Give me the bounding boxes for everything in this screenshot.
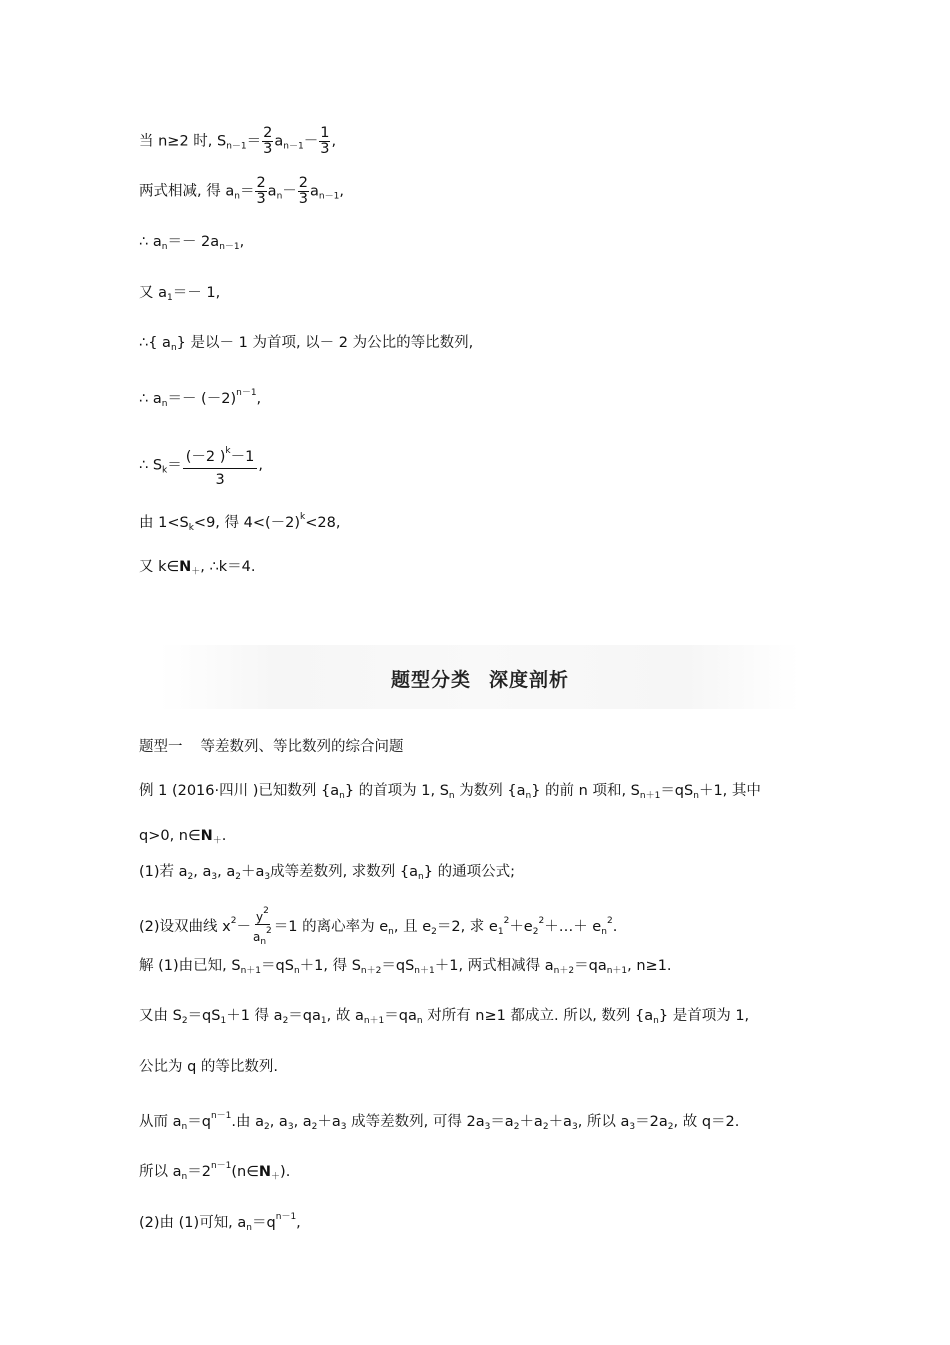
text: － [282,183,297,200]
subscript: n＋1 [240,966,262,976]
bold-symbol: N [200,828,213,844]
numerator [183,440,258,469]
text: <9, 得 4<(－2) [193,515,301,531]
text: 例 1 (2016·四川 )已知数列 {a [139,783,340,799]
text: ＝a [490,1114,514,1130]
text: ＝2, 求 e [436,919,498,935]
text: ＝1 的离心率为 e [273,919,389,935]
subscript: n [276,191,283,202]
question-part-2 [139,905,617,949]
text: ＝－ (－2) [167,391,237,407]
subscript: 2 [187,872,194,882]
subscript: k [162,465,168,476]
derivation-line-4 [139,283,220,308]
numerator: 2 [256,175,266,191]
derivation-line-9 [139,557,255,582]
text: , ∴k＝4. [200,559,256,575]
text: 当 n≥2 时, S [139,133,227,150]
text: ＋a [317,1114,341,1130]
text: ＝ [246,133,262,150]
text: , 故 q＝2. [673,1114,740,1130]
subscript: n [601,927,607,937]
solution-line-1 [139,956,672,981]
text: ＋a [240,864,265,880]
denominator [252,925,273,949]
derivation-line-8 [139,507,340,538]
subscript: 3 [484,1122,491,1132]
text: } 是首项为 1, [658,1008,750,1024]
subscript: 2 [667,1122,674,1132]
denominator: 3 [256,191,266,207]
text: <28, [305,515,341,531]
text: , 所以 a [577,1114,630,1130]
text: q>0, n∈ [139,828,201,844]
text: (2)设双曲线 x [139,919,231,935]
text: } 的通项公式; [423,864,515,880]
subscript: n [339,791,345,801]
bold-symbol: N [179,559,192,575]
derivation-line-5 [139,333,473,358]
banner-title [160,665,800,692]
text: ＝qS [381,958,415,974]
solution-line-4 [139,1106,739,1137]
text: ＝qa [288,1008,321,1024]
section-heading [139,737,404,757]
text: 成等差数列, 求数列 {a [270,864,419,880]
text: a [252,930,261,944]
text: 公比为 q 的等比数列. [139,1059,279,1075]
text: ＝q [252,1215,276,1231]
text: ). [280,1164,291,1180]
text: ＝qa [574,958,607,974]
solution-line-6 [139,1207,301,1238]
example-line-2 [139,826,226,851]
text: ＝－ 1, [172,285,221,301]
text: 又由 S [139,1008,182,1024]
subscript: n [388,927,394,937]
text: , [256,391,262,407]
text: 为数列 {a [454,783,526,799]
subscript: ＋ [271,1172,281,1182]
subscript: n [293,966,300,976]
text: ＝qS [660,783,694,799]
subscript: n [653,1016,659,1026]
superscript: n－1 [236,388,257,398]
text: 成等差数列, 可得 2a [346,1114,485,1130]
text: ＝ [239,183,255,200]
subscript: 2 [235,872,241,882]
derivation-line-6 [139,383,261,414]
denominator: 3 [263,141,273,157]
text: ＋e [509,919,533,935]
text: ＝－ 2a [167,234,220,250]
denominator: 3 [320,141,330,157]
text: (n∈ [231,1164,259,1180]
heading-text: 等差数列、等比数列的综合问题 [200,739,404,755]
heading-label: 题型一 [139,739,183,755]
superscript: 2 [230,916,237,926]
subscript: 1 [497,927,504,937]
subscript: n [181,1172,188,1182]
fraction [262,126,273,157]
text: ＋1, 其中 [698,783,761,799]
fraction [298,176,309,207]
text: －1 [230,449,255,465]
text: 解 (1)由已知, S [139,958,241,974]
text: ＝qa [384,1008,417,1024]
subscript: n [170,343,177,353]
subscript: 2 [513,1122,520,1132]
subscript: n＋2 [553,966,575,976]
text: } 的首项为 1, S [344,783,449,799]
text: ∴ S [139,457,163,474]
text: － [236,919,251,935]
subscript: n＋1 [639,791,661,801]
text: ＋a [548,1114,572,1130]
text: 由 1<S [139,515,189,531]
subscript: 1 [220,1016,227,1026]
question-part-1 [139,862,515,887]
section-banner [160,645,800,709]
denominator: 3 [215,472,225,488]
denominator: 3 [298,191,309,207]
subscript: n＋1 [414,966,435,976]
text: ＝ [167,457,182,474]
subscript: 2 [311,1122,318,1132]
subscript: n [234,191,240,202]
numerator: 1 [320,125,330,141]
numerator: 2 [263,125,273,141]
subscript: 1 [320,1016,327,1026]
superscript: 2 [263,906,269,916]
subscript: n－1 [283,141,304,152]
text: － [303,133,319,150]
text: , 故 a [326,1008,364,1024]
subscript: n [260,937,267,947]
subscript: 3 [287,1122,294,1132]
text: , a [293,1114,312,1130]
subscript: 2 [263,1122,270,1132]
superscript: k [300,512,306,522]
subscript: n＋1 [363,1016,385,1026]
text: , a [217,864,236,880]
text: .由 a [231,1114,264,1130]
text: ∴ a [139,391,162,407]
text: (－2 ) [185,449,226,465]
banner-title-left: 题型分类 [390,669,471,691]
text: ＋…＋ e [544,919,602,935]
subscript: k [188,523,194,533]
text: , [339,183,344,200]
text: ＝qS [261,958,294,974]
subscript: 3 [264,872,271,882]
text: , a [269,1114,288,1130]
derivation-line-1 [139,126,336,157]
text: , [296,1215,301,1231]
text: y [255,910,264,924]
subscript: n＋2 [360,966,382,976]
superscript: 2 [538,916,545,926]
text: 又 a [139,285,167,301]
text: } 的前 n 项和, S [531,783,640,799]
subscript: 2 [532,927,539,937]
text: ＋a [519,1114,543,1130]
text: ＋1 得 a [226,1008,283,1024]
text: , [258,457,263,474]
text: . [221,828,227,844]
text: , [239,234,245,250]
subscript: n＋1 [606,966,628,976]
solution-line-3 [139,1057,278,1077]
subscript: 3 [211,872,218,882]
text: } 是以－ 1 为首项, 以－ 2 为公比的等比数列, [176,335,474,351]
text: , [331,133,337,150]
derivation-line-3 [139,232,244,257]
superscript: n－1 [210,1111,232,1121]
text: a [267,183,277,200]
subscript: n [161,242,168,252]
superscript: k [225,446,231,456]
superscript: n－1 [275,1212,297,1222]
text: , a [193,864,212,880]
text: 两式相减, 得 a [139,183,235,200]
subscript: n [181,1122,188,1132]
text: ∴ a [139,234,162,250]
text: a [310,183,319,200]
text: 从而 a [139,1114,182,1130]
numerator [255,905,270,925]
text: ＝qS [187,1008,221,1024]
subscript: n－1 [219,242,240,252]
text: , n≥1. [627,958,672,974]
fraction [319,126,330,157]
numerator: 2 [298,175,309,191]
text: (1)若 a [139,864,188,880]
subscript: n [693,791,699,801]
subscript: n－1 [226,141,247,152]
subscript: n－1 [318,191,340,202]
text: a [274,133,284,150]
derivation-line-7 [139,440,263,491]
banner-title-right: 深度剖析 [489,669,570,691]
text: ＋1, 两式相减得 a [434,958,554,974]
subscript: ＋ [191,567,201,577]
superscript: 2 [266,926,272,936]
superscript: n－1 [210,1161,232,1171]
subscript: n [246,1223,253,1233]
subscript: 3 [629,1122,636,1132]
text: ＝2a [635,1114,668,1130]
solution-line-5 [139,1156,290,1187]
superscript: 2 [606,916,613,926]
text: , 且 e [393,919,432,935]
subscript: 3 [571,1122,578,1132]
subscript: 1 [167,293,173,303]
text: 所以 a [139,1164,182,1180]
text: ∴{ a [139,335,171,351]
text: ＝2 [187,1164,211,1180]
text: 又 k∈ [139,559,180,575]
fraction [252,905,273,949]
subscript: 2 [282,1016,289,1026]
text: . [612,919,618,935]
subscript: ＋ [212,836,222,846]
subscript: n [525,791,532,801]
subscript: n [418,872,424,882]
subscript: n [448,791,455,801]
text: ＋1, 得 S [299,958,361,974]
example-line-1 [139,781,761,806]
text: 对所有 n≥1 都成立. 所以, 数列 {a [422,1008,654,1024]
text: (2)由 (1)可知, a [139,1215,247,1231]
subscript: 2 [431,927,437,937]
superscript: 2 [503,916,510,926]
fraction [183,440,258,491]
subscript: n [416,1016,423,1026]
derivation-line-2 [139,176,344,207]
subscript: 2 [181,1016,188,1026]
subscript: 3 [340,1122,347,1132]
bold-symbol: N [258,1164,272,1180]
solution-line-2 [139,1006,749,1031]
text: ＝q [187,1114,211,1130]
subscript: n [161,399,168,409]
subscript: 2 [542,1122,549,1132]
fraction [255,176,266,207]
